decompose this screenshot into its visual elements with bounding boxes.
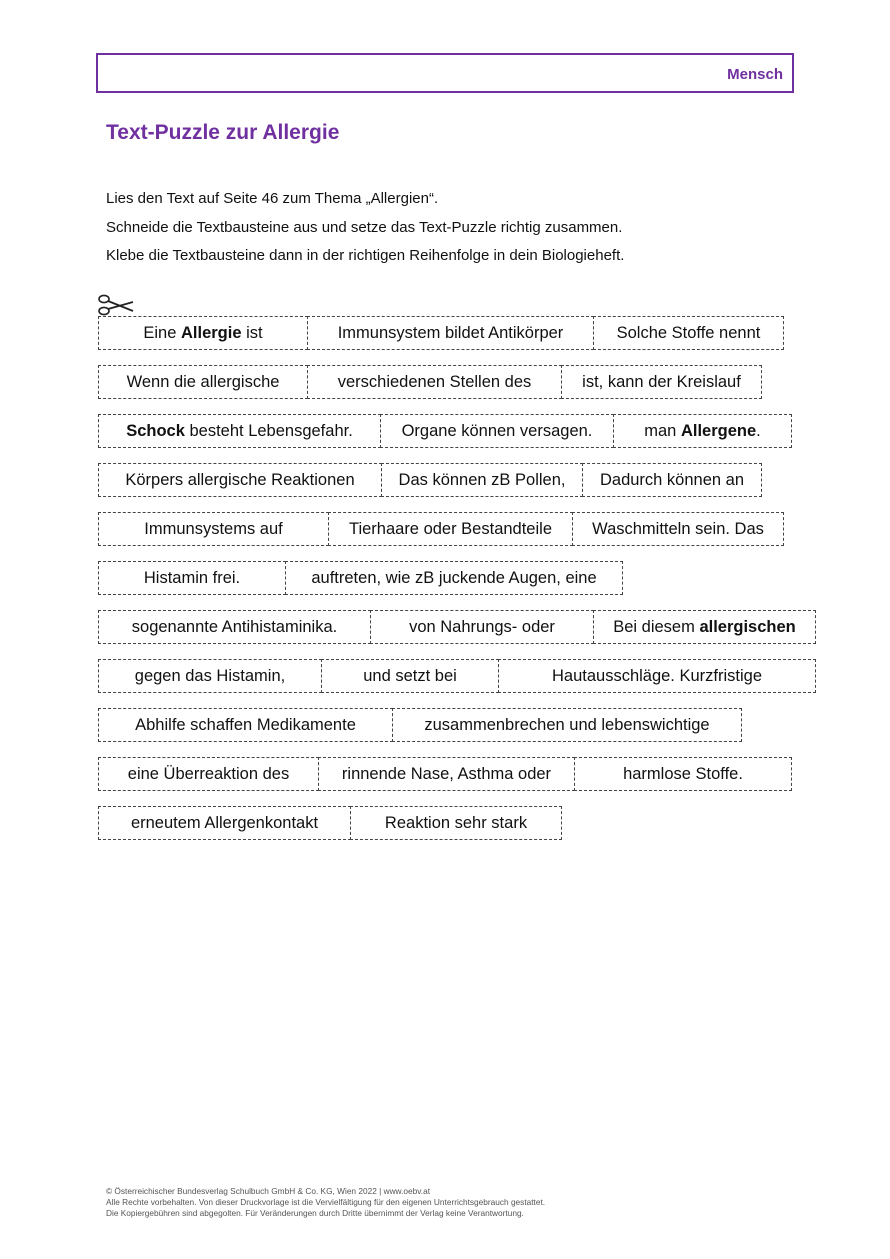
puzzle-piece	[98, 365, 308, 399]
puzzle-piece-text	[128, 765, 289, 784]
piece-text: auftreten, wie zB juckende Augen, eine	[311, 568, 597, 587]
puzzle-piece	[307, 316, 594, 350]
puzzle-piece-text	[127, 373, 280, 392]
puzzle-piece-text	[623, 765, 743, 784]
subject-label: Mensch	[727, 66, 783, 83]
piece-text: Tierhaare oder Bestandteile	[348, 519, 552, 538]
puzzle-piece	[380, 414, 614, 448]
piece-text: Das können zB Pollen,	[398, 470, 566, 489]
piece-text: erneutem Allergenkontakt	[130, 813, 319, 832]
puzzle-piece-text	[399, 471, 566, 490]
footer-line: © Österreichischer Bundesverlag Schulbuch GmbH & Co. KG, Wien 2022 | www.oebv.at	[106, 1186, 430, 1196]
piece-bold-term: Allergie	[180, 323, 242, 342]
puzzle-piece-text	[311, 569, 596, 588]
puzzle-piece	[98, 659, 322, 693]
puzzle-piece-text	[582, 373, 741, 392]
puzzle-piece-text	[338, 373, 532, 392]
piece-text: zusammenbrechen und lebenswichtige	[424, 715, 710, 734]
puzzle-piece-text	[135, 667, 285, 686]
piece-text: und setzt bei	[363, 666, 457, 685]
piece-text: ist	[241, 323, 263, 342]
puzzle-piece-text	[135, 716, 356, 735]
piece-bold-term: Allergene	[680, 421, 757, 440]
puzzle-piece-text	[342, 765, 551, 784]
piece-text: eine Überreaktion des	[127, 764, 290, 783]
piece-text: Eine	[143, 323, 181, 342]
puzzle-piece-text	[125, 471, 354, 490]
subject-header	[96, 53, 794, 93]
piece-text: rinnende Nase, Asthma oder	[341, 764, 552, 783]
puzzle-piece-text	[385, 814, 527, 833]
piece-text: Organe können versagen.	[401, 421, 593, 440]
puzzle-piece	[98, 561, 286, 595]
piece-text: besteht Lebensgefahr.	[184, 421, 353, 440]
puzzle-piece	[350, 806, 562, 840]
piece-text: Körpers allergische Reaktionen	[125, 470, 355, 489]
puzzle-piece-text	[409, 618, 555, 637]
piece-text: Dadurch können an	[599, 470, 745, 489]
puzzle-piece	[98, 806, 351, 840]
puzzle-piece-text	[126, 422, 353, 441]
puzzle-piece	[98, 316, 308, 350]
puzzle-piece	[98, 512, 329, 546]
puzzle-piece	[392, 708, 742, 742]
piece-text: Hautausschläge. Kurzfristige	[551, 666, 763, 685]
puzzle-piece	[593, 610, 816, 644]
piece-text: Immunsystems auf	[144, 519, 283, 538]
puzzle-piece	[285, 561, 623, 595]
puzzle-piece-text	[552, 667, 762, 686]
instruction-line: Lies den Text auf Seite 46 zum Thema „Allergien“.	[106, 190, 439, 207]
piece-text: Waschmitteln sein. Das	[592, 519, 764, 538]
instruction-line: Schneide die Textbausteine aus und setze das Text-Puzzle richtig zusammen.	[106, 219, 623, 236]
piece-text: Wenn die allergische	[126, 372, 280, 391]
puzzle-piece-text	[592, 520, 764, 539]
puzzle-piece-text	[402, 422, 593, 441]
puzzle-piece	[498, 659, 816, 693]
puzzle-piece	[307, 365, 562, 399]
puzzle-piece	[98, 757, 319, 791]
puzzle-piece-text	[132, 618, 337, 637]
puzzle-piece-text	[143, 324, 262, 343]
puzzle-piece-text	[349, 520, 552, 539]
puzzle-piece-text	[144, 569, 240, 588]
puzzle-piece	[98, 708, 393, 742]
puzzle-piece-text	[338, 324, 564, 343]
puzzle-piece	[98, 463, 382, 497]
piece-text: Immunsystem bildet Antikörper	[337, 323, 564, 342]
puzzle-piece	[582, 463, 762, 497]
puzzle-piece-text	[613, 618, 796, 637]
piece-text: Histamin frei.	[143, 568, 241, 587]
piece-text: Reaktion sehr stark	[384, 813, 528, 832]
puzzle-piece-text	[131, 814, 318, 833]
puzzle-piece	[561, 365, 762, 399]
puzzle-piece	[318, 757, 575, 791]
page-title: Text-Puzzle zur Allergie	[106, 121, 340, 144]
puzzle-piece-text	[144, 520, 282, 539]
puzzle-piece	[328, 512, 573, 546]
piece-text: verschiedenen Stellen des	[337, 372, 532, 391]
instruction-line: Klebe die Textbausteine dann in der richtigen Reihenfolge in dein Biologieheft.	[106, 247, 625, 264]
scissors-icon	[97, 292, 135, 318]
puzzle-piece	[593, 316, 784, 350]
piece-text: harmlose Stoffe.	[623, 764, 743, 783]
piece-text: von Nahrungs- oder	[409, 617, 555, 636]
puzzle-piece-text	[363, 667, 457, 686]
footer-line: Alle Rechte vorbehalten. Von dieser Druckvorlage ist die Vervielfältigung für den eigenen Unterrichtsgebrauch gestattet.	[106, 1197, 546, 1207]
piece-text: gegen das Histamin,	[134, 666, 286, 685]
puzzle-piece	[574, 757, 792, 791]
puzzle-piece-text	[600, 471, 744, 490]
piece-text: Abhilfe schaffen Medikamente	[135, 715, 356, 734]
footer-line: Die Kopiergebühren sind abgegolten. Für Veränderungen durch Dritte übernimmt der Verlag keine Verantwortung.	[106, 1208, 524, 1218]
piece-bold-term: allergischen	[699, 617, 796, 636]
piece-text: .	[756, 421, 761, 440]
piece-bold-term: Schock	[126, 421, 185, 440]
puzzle-piece-text	[424, 716, 709, 735]
piece-text: man	[644, 421, 681, 440]
puzzle-piece	[321, 659, 499, 693]
piece-text: ist, kann der Kreislauf	[582, 372, 741, 391]
puzzle-piece	[381, 463, 583, 497]
piece-text: Bei diesem	[613, 617, 700, 636]
piece-text: Solche Stoffe nennt	[616, 323, 761, 342]
puzzle-piece	[572, 512, 784, 546]
puzzle-piece-text	[644, 422, 760, 441]
puzzle-piece	[370, 610, 594, 644]
copyright-footer	[106, 1186, 545, 1219]
puzzle-piece	[98, 610, 371, 644]
puzzle-piece-text	[617, 324, 761, 343]
piece-text: sogenannte Antihistaminika.	[131, 617, 338, 636]
puzzle-piece	[98, 414, 381, 448]
puzzle-piece	[613, 414, 792, 448]
